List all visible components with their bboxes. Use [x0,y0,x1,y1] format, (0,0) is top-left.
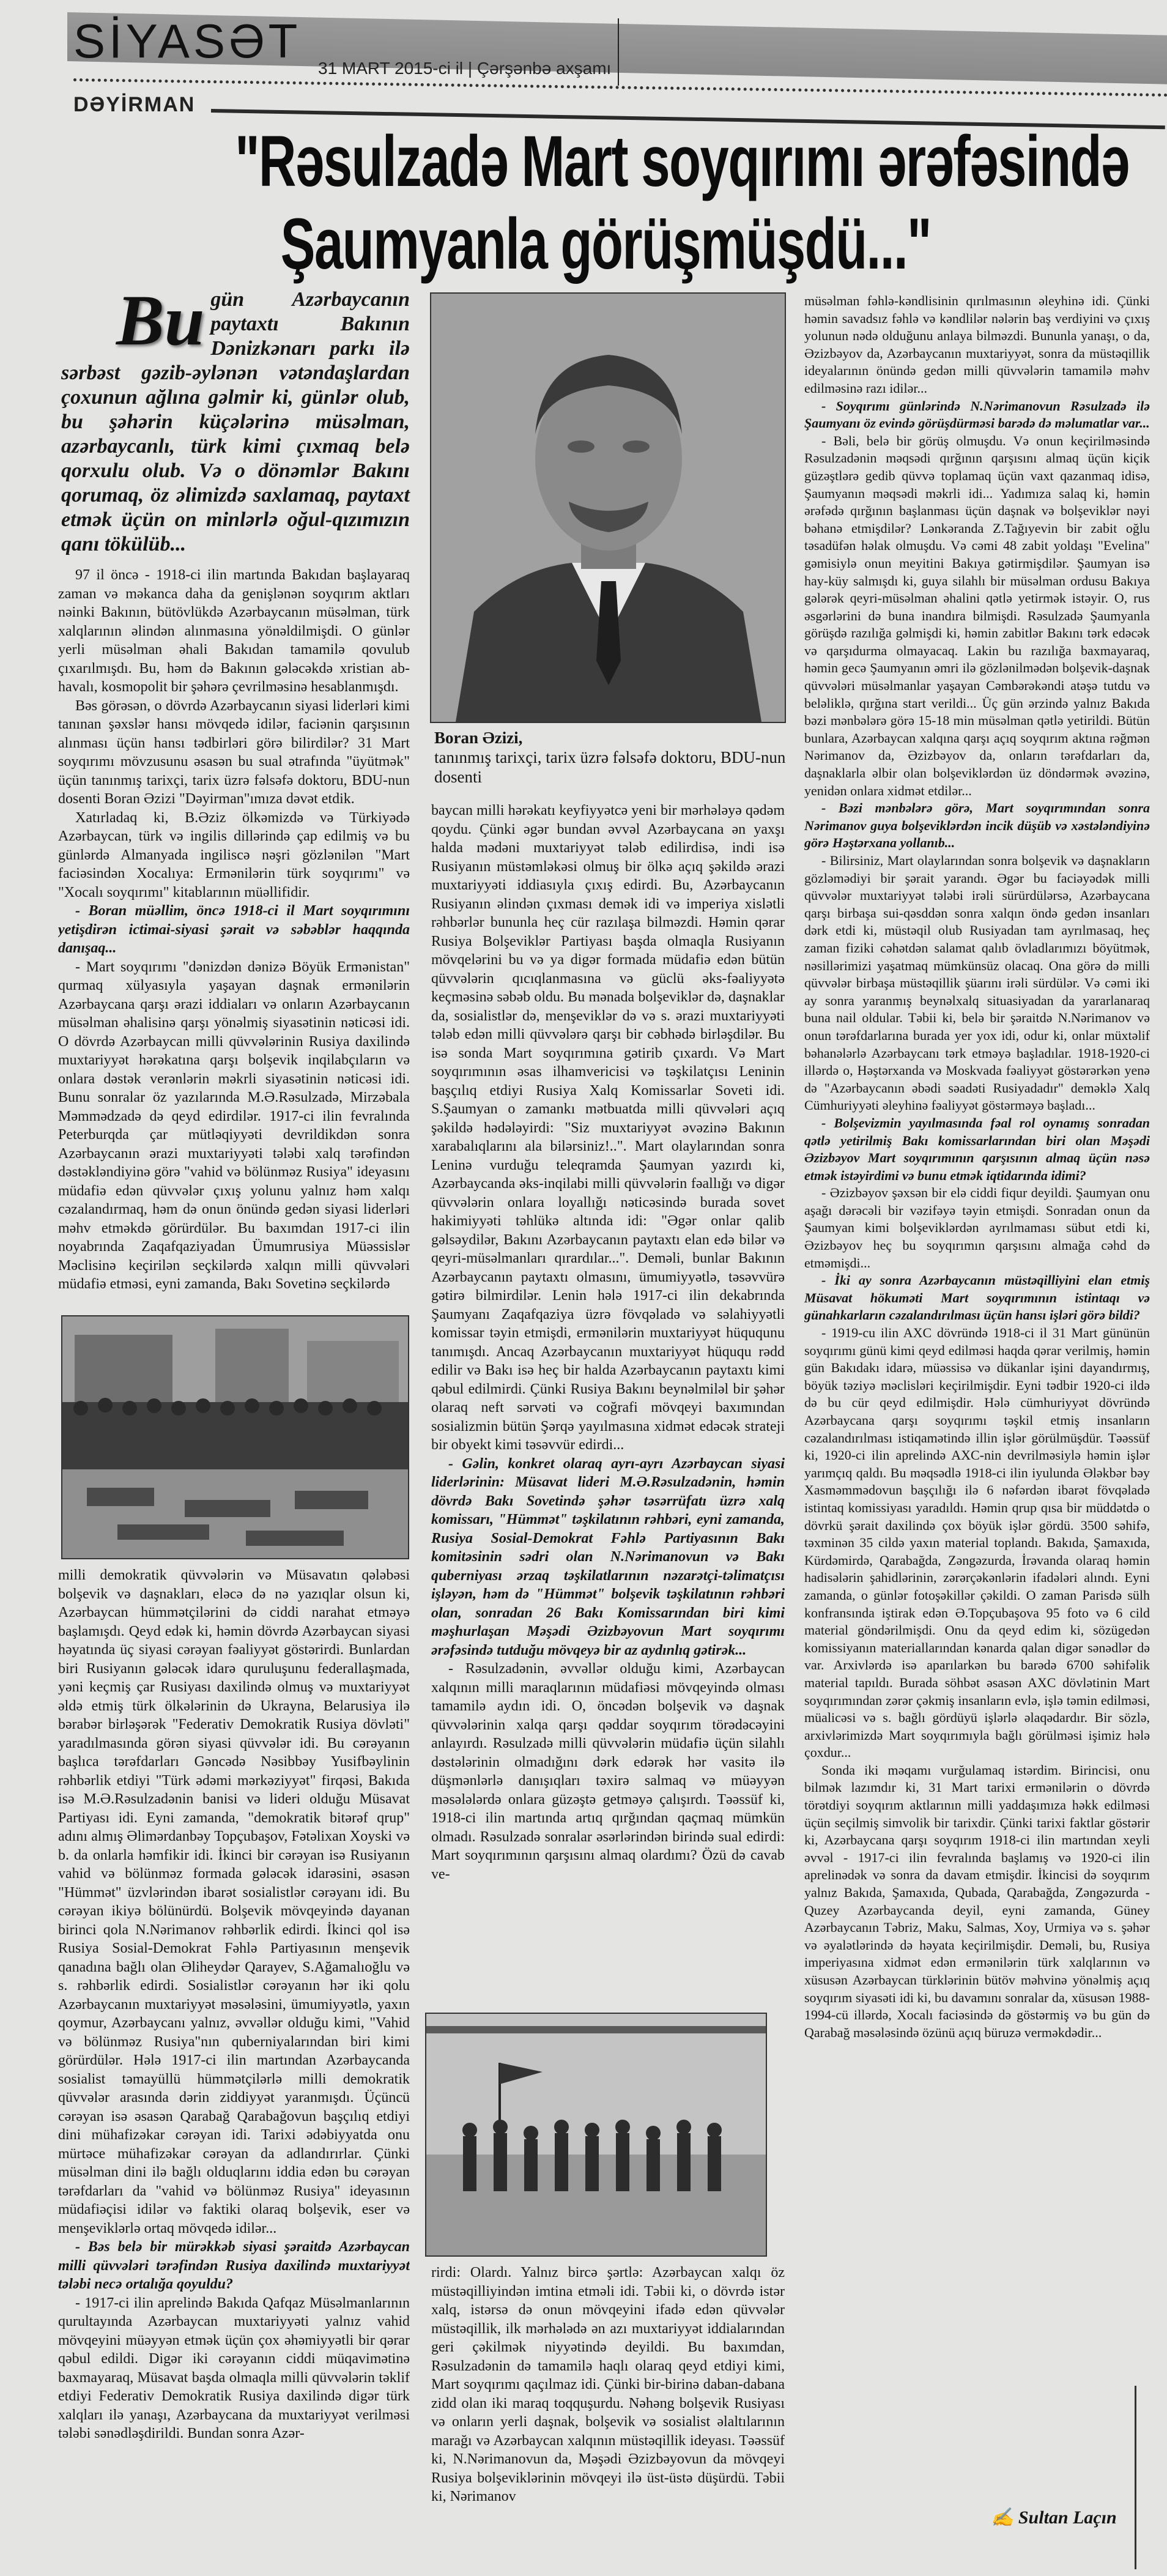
column-2-top [431,801,785,2003]
header-divider [618,18,619,86]
historical-photo-crowd [61,1315,409,1559]
column-2-bottom [431,2263,785,2563]
headline-line-1: "Rəsulzadə Mart soyqırımı ərəfəsində [235,121,1129,202]
paragraph: 97 il öncə - 1918-ci ilin martında Bakıdan başlayaraq zaman və məkanca daha da genişlənən soyqırım aktları nəinki Bakının, bütövlükdə Azərbaycanın müsəlman, türk xalqlarının əlindən alınmasına yönəldilmişdi. O günlər yerli müsəlman əhali Bakıdan tamamilə qovulub çıxarılmışdı. Bu, həm də Bakının gələcəkdə xristian ab-havalı, kosmopolit bir şəhərə çevrilməsinə hesablanmışdı. [58,567,410,695]
photo-caption [434,728,786,787]
column-1-bottom [58,1566,410,2563]
lead-paragraph [61,280,410,557]
dotted-rule [73,78,1167,97]
paragraph: - 1917-ci ilin aprelində Bakıda Qafqaz Müsəlmanlarının qurultayında Azərbaycan muxtariyyəti yalnız vahid mövqeyini müəyyən etmək üçün çox əhəmiyyətli bir qərar qəbul edildi. Digər iki cərəyanın ciddi müqavimətinə baxmayaraq, Müsavat başda olmaqla milli qüvvələrin təklif etdiyi Federativ Demokratik Rusiya daxilində digər türk xalqları ilə yanaşı, Azərbaycana da muxtariyyət verilməsi tələbi sənədləşdirildi. Bundan sonra Azər- [58,2295,410,2441]
paragraph: Sonda iki məqamı vurğulamaq istərdim. Birincisi, onu bilmək lazımdır ki, 31 Mart tarixi ermənilərin o dövrdə törətdiyi soyqırım aktlarının milli yaddaşımıza həkk edilməsi üçün seçilmiş simvolik bir tarixdir. Çünki tarixi faktlar göstərir ki, Azərbaycana qarşı soyqırım 1918-ci ilin martından xeyli əvvəl - 1917-ci ilin fevralında başlamış və 1920-ci ilin aprelinədək və sonra da davam etmişdir. İkincisi də soyqırım yalnız Bakıda, Şamaxıda, Qubada, Qarabağda, Zəngəzurda - Quzey Azərbaycanda deyil, eyni zamanda, Güney Azərbaycanın Təbriz, Maku, Salmas, Xoy, Urmiya və s. şəhər və əyalətlərində də həyata keçirilmişdir. Deməli, bu, Rusiya imperiyasına xidmət edən ermənilərin türk xalqlarının və xüsusən Azərbaycan türklərinin bütöv məhvinə yönəlmiş açıq soyqırım siyasəti idi ki, bu davamını sonralar da, xüsusən 1988-1994-cü illərdə, Xocalı faciəsində də göstərmiş və bu gün də Qarabağ məsələsində özünü açıq büruzə verməkdədir... [804,1762,1150,2040]
interview-question: - Bəs belə bir mürəkkəb siyasi şəraitdə Azərbaycan milli qüvvələri tərəfindən Rusiya daxilində muxtariyyət tələbi necə ortalığa qoyuldu? [58,2239,410,2292]
author-signature: ✍ Sultan Laçın [991,2507,1117,2528]
interview-question: - Boran müəllim, öncə 1918-ci il Mart soyqırımını yetişdirən ictimai-siyasi şərait və səbəblər haqqında danışaq... [58,903,410,956]
paragraph: rirdi: Olardı. Yalnız bircə şərtlə: Azərbaycan xalqı öz müstəqilliyindən imtina etməli idi. Təbii ki, o dövrdə istər xalq, istərsə də onun mövqeyini ifadə edən qüvvələr müstəqillik, ilk mərhələdə ən azı muxtariyyət iddialarından geri çəkilmək niyyətində deyildi. Bu baxımdan, Rəsulzadənin də tamamilə haqlı olaraq qeyd etdiyi kimi, Mart soyqırımı qaçılmaz idi. Çünki bir-birinə daban-dabana zidd olan iki maraq toqquşurdu. Nəhəng bolşevik Rusiyası və onların yerli daşnak, bolşevik və sosialist əlaltılarının marağı və Azərbaycan xalqının müstəqillik ideyası. Təəssüf ki, N.Nərimanovun da, Məşədi Əzizbəyovun da mövqeyi Rusiya bolşeviklərinin mövqeyi ilə üst-üstə düşürdü. Təbii ki, Nərimanov [431,2265,785,2504]
headline-line-2: Şaumyanla görüşmüşdü..." [280,204,931,284]
column-1-top [58,566,410,1309]
caption-role: tanınmış tarixçi, tarix üzrə fəlsəfə doktoru, BDU-nun dosenti [434,748,786,786]
column-3 [804,292,1150,2507]
pen-icon: ✍ [991,2507,1018,2528]
paragraph: - Bilirsiniz, Mart olaylarından sonra bolşevik və daşnakların gözləmədiyi bir şərait yarandı. Əgər bu faciəyədək milli qüvvələr muxtariyyət tələbi irəli sürürdülərsə, Azərbaycana qarşı birbaşa sui-qəsddən sonra xalqın öndə gedən insanları dərk etdi ki, müstəqil olub Rusiyadan tam ayrılmasaq, heç zaman fiziki cəhətdən salamat qalıb övladlarımızı böyütmək, nəsillərimizi yaşatmaq mümkünsüz olacaq. Ona görə də milli qüvvələr birbaşa müstəqillik şüarını irəli sürdülər. Və cəmi iki ay sonra yaranmış beynəlxalq situasiyadan da yararlanaraq buna nail oldular. Təbii ki, belə bir şəraitdə N.Nərimanov və onun tərəfdarlarına burada yer yox idi, odur ki, onlar müxtəlif bəhanələrlə Azərbaycanı tərk etməyə başladılar. 1918-1920-ci illərdə o, Həştərxanda və Moskvada fəaliyyət göstərərkən yenə də "Azərbaycanın əbədi səadəti Rusiyadadır" deməklə Xalq Cümhuriyyəti əleyhinə fəaliyyət göstərməyə başladı... [804,853,1150,1113]
paragraph: milli demokratik qüvvələrin və Müsavatın qələbəsi bolşevik və daşnakları, eləcə də nə yazıqlar olsun ki, Azərbaycan hümmətçilərini də ciddi narahat etməyə başlamışdı. Qeyd edək ki, həmin dövrdə Azərbaycan siyasi həyatında üç siyasi cərəyan fəaliyyət göstərirdi. Bunlardan biri Rusiyanın gələcək idarə quruluşunu federallaşmada, yəni keçmiş çar Rusiyası daxilində olmuş və muxtariyyət əldə etmiş türk ölkələrinin də Ukrayna, Belarusiya ilə bərabər birləşərək "Federativ Demokratik Rusiya dövləti" yaradılmasında görən siyasi qüvvələr idi. Bu cərəyanın başlıca tərəfdarları Gəncədə Nəsibbəy Yusifbəylinin rəhbərlik etdiyi "Türk ədəmi mərkəziyyət" firqəsi, Bakıda isə M.Ə.Rəsulzadənin banisi və lideri olduğu Müsavat Partiyası idi. Eyni zamanda, "demokratik bitərəf qrup" adını almış Əlimərdanbəy Topçubaşov, Fətəlixan Xoyski və b. da onlarla həmfikir idi. İkinci bir cərəyan isə Rusiyanın vahid və bölünməz formada gələcək idarəsini, əsasən "Hümmət" üzvlərindən ibarət sosialistlər cərəyanı idi. Bu cərəyan ikiyə bölünürdü. Bolşevik mövqeyində dayanan birinci qola N.Nərimanov rəhbərlik edirdi. İkinci qol isə Rusiya Sosial-Demokrat Fəhlə Partiyasının menşevik qanadına bağlı olan Əliheydər Qarayev, S.Ağamalıoğlu və s. rəhbərlik edirdi. Sosialistlər cərəyanın hər iki qolu Azərbaycanın muxtariyyət məsələsini, ümumiyyətlə, yaxın qoymur, Azərbaycanı yalnız, əvvəllər olduğu kimi, "Vahid və bölünməz Rusiya"nın quberniyalarından biri kimi görürdülər. Hələ 1917-ci ilin martından Azərbaycanda sosialist təmayüllü hümmətçilərlə milli demokratik qüvvələr arasında dərin ziddiyyət yaranmışdı. Üçüncü cərəyan isə əsasən Qarabağ Qarabağovun başçılıq etdiyi dini mühafizəkar cərəyan idi. Tarixi ədəbiyyatda onu mürtəce mühafizəkar cərəyan da adlandırırlar. Çünki müsəlman dini ilə bağlı olduqlarını iddia edən bu cərəyan tərəfdarları da "vahid və bölünməz Rusiya" ideyasının müdafiəçisi idilər və faktiki olaraq bolşevik, eser və menşeviklərlə ortaq mövqedə idilər... [58,1567,410,2236]
paragraph: - Əzizbəyov şəxsən bir elə ciddi fiqur deyildi. Şaumyan onu aşağı dərəcəli bir vəzifəyə təyin etmişdi. Sonradan onun da Şaumyan kimi bolşeviklərdən ayrılmaması sübut etdi ki, Əzizbəyov heç bu soyqırımın qarşısını almağa cəhd də etməmişdi... [804,1185,1150,1271]
historical-photo-march [425,2013,767,2257]
paragraph: - 1919-cu ilin AXC dövründə 1918-ci il 31 Mart gününün soyqırımı günü kimi qeyd edilməsi haqda qərar verilmiş, həmin gün Bakıdakı idarə, müəssisə və dükanlar işini dayandırmış, böyük təziyə məclisləri keçirilmişdir. Eyni tədbir 1920-ci ildə də bu cür qeyd edilmişdir. Hələ cümhuriyyət dövründə Azərbaycana qarşı soyqırımı təşkil etmiş insanların cəzalandırılması istiqamətində illin işlər görülmüşdür. Təəssüf ki, 1920-ci ilin aprelində AXC-nin devrilməsiylə həmin işlər yarımçıq qaldı. Bu məqsədlə 1918-ci ilin iyulunda Ələkbər bəy Xasməmmədovun başçılığı ilə 6 nəfərdən ibarət fövqəladə istintaq komissiyası yaradıldı. Həmin qrup qısa bir müddətdə o dövrkü şərait daxilində çox böyük işlər gördü. 3500 səhifə, təxminən 35 cildə yaxın material toplandı. Bakıda, Şamaxıda, Kürdəmirdə, Qarabağda, Zəngəzurda, İrəvanda olaraq həmin hadisələrin şahidlərinin, zərərçəkənlərin ifadələri alındı. Eyni zamanda, o günlər fotoşəkillər çəkildi. O zaman Parisdə sülh konfransında iştirak edən Ə.Topçubaşova 95 foto və 6 cild material göndərilmişdi. Onu da qeyd edim ki, sözügedən komissiyanın materiallarından kənarda qalan digər sənədlər də var. Arxivlərdə isə aparılarkən bu barədə 6700 səhifəlik material tapıldı. Burada söhbət əsasən AXC dövlətinin Mart soyqırımından zərər çəkmiş insanların evlə, işlə təmin edilməsi, müalicəsi və s. bağlı gördüyü işlərlə əlaqədardır. Bir sözlə, arxivlərimizdə Mart soyqırımıyla bağlı görülməsi işimiz hələ çoxdur... [804,1325,1150,1761]
interview-question: - Gəlin, konkret olaraq ayrı-ayrı Azərbaycan siyasi liderlərinin: Müsavat lideri M.Ə.Rəsulzadənin, həmin dövrdə Bakı Sovetində şəhər təsərrüfatı üzrə xalq komissarı, "Hümmət" təşkilatının rəhbəri, eyni zamanda, Rusiya Sosial-Demokrat Fəhlə Partiyasının Bakı komitəsinin sədri olan N.Nərimanovun və Bakı quberniyası ərzaq təşkilatlarının nəzarətçi-təlimatçısı işləyən, həm də "Hümmət" bolşevik təşkilatının rəhbəri olan, sonradan 26 Bakı Komissarından biri kimi məşhurlaşan Məşədi Əzizbəyovun Mart soyqırımı ərəfəsində tutduğu mövqeyə bir az aydınlıq gətirək... [431,1455,785,1658]
rubric-title: SİYASƏT [73,14,302,68]
lead-text: gün Azərbaycanın paytaxtı Bakının Dənizkənarı parkı ilə sərbəst gəzib-əylənən vətəndaşlardan çoxunun ağlına gəlmir ki, günlər olub, bu şəhərin küçələrinə müsəlman, azərbaycanlı, türk kimi çıxmaq belə qorxulu olub. Və o dönəmlər Bakını qorumaq, öz əlimizdə saxlamaq, paytaxt etmək üçün on minlərlə oğul-qızımızın qanı tökülüb... [61,288,410,555]
portrait-photo-boran-ezizi [430,292,786,723]
paragraph: - Rəsulzadənin, əvvəllər olduğu kimi, Azərbaycan xalqının milli maraqlarının müdafiəsi mövqeyində olması tamamilə aydın idi. O, öncədən bolşevik və daşnak qüvvələrinin xalqa qarşı qəddar soyqırım törədəcəyini anlayırdı. Rəsulzadə milli qüvvələrin müdafiə üçün silahlı dəstələrinin olmadığını dərk edərək hər vasitə ilə düşmənlərlə danışıqları təxirə salmaq və müəyyən məsələlərdə onlara güzəştə getməyə çalışırdı. Təəssüf ki, 1918-ci ilin martında artıq qırğından qaçmaq mümkün olmadı. Rəsulzadə sonralar əsərlərindən birində sual edirdi: Mart soyqırımının qarşısını almaq olardımı? Özü də cavab ve- [431,1661,785,1882]
interview-question: - İki ay sonra Azərbaycanın müstəqilliyini elan etmiş Müsavat hökuməti Mart soyqırımının istintaqı və günahkarların cəzalandırılması üçün hansı işləri görə bildi? [804,1272,1150,1323]
caption-name: Boran Əzizi, [434,729,523,747]
interview-question: - Bəzi mənbələrə görə, Mart soyqırımından sonra Nərimanov guya bolşeviklərdən incik düşüb və xəstələndiyinə görə Həştərxana yollanıb... [804,800,1150,851]
interview-question: - Bolşevizmin yayılmasında fəal rol oynamış sonradan qətlə yetirilmiş Bakı komissarlarından biri olan Məşədi Əzizbəyov Mart soyqırımının qarşısının almaq üçün nəsə etmək istəyirdimi və bunu etmək iqtidarında idimi? [804,1115,1150,1183]
column-rule [1135,2386,1136,2569]
paragraph: - Bəli, belə bir görüş olmuşdu. Və onun keçirilməsində Rəsulzadənin məqsədi qırğının qarşısını almaq üçün kiçik güzəştlərə gedib qüvvə toplamaq üçün vaxt qazanmaq idisə, Şaumyanın məqsədi məkrli idi... Yadımıza salaq ki, həmin ərəfədə qırğının başlanması üçün daşnak və bolşeviklər nəyi bəhanə etmişdilər? Lənkəranda Z.Tağıyevin bir zabit oğlu təsadüfən həlak olmuşdu. Və cəmi 48 zabit yoldaşı "Evelina" gəmisiylə onun meyitini Bakıya gətirmişdilər. Şaumyan isə hay-küy salmışdı ki, guya silahlı bir müsəlman ordusu Bakıya gələrək qeyri-müsəlman əhalini qətlə yetirmək istəyir. O, rus əsgərlərini də buna inandıra bilmişdi. Rəsulzadə Şaumyanla görüşdə razılığa gəlmişdi ki, həmin zabitlər Bakını tərk edəcək və qarşıdurma olmayacaq. Lakin bu razılığa baxmayaraq, həmin gecə Şaumyanın əmri ilə gözlənilmədən bolşevik-daşnak qüvvələri müsəlmanlar yaşayan Cəmbərəkəndi atəşə tutdu və beləliklə, qırğına start verildi... Üç gün ərzində yalnız Bakıda bəzi mənbələrə görə 15-18 min müsəlman qətlə yetirildi. Bütün bunlara, Azərbaycan xalqına qarşı açıq soyqırım aktına rəğmən Nərimanov da, Əzizbəyov da, onların tərəfdarları da, daşnaklarla əlbir olan bolşeviklərdən üz döndərmək əvəzinə, yenidən onlara xidmət etdilər... [804,432,1150,798]
paragraph: müsəlman fəhlə-kəndlisinin qırılmasının əleyhinə idi. Çünki həmin savadsız fəhlə və kəndlilər nələrin baş verdiyini və çıxış yolunun nədə olduğunu anlaya bilməzdi. Bununla yanaşı, o da, Əzizbəyov da, Azərbaycanın muxtariyyət, sonra da müstəqillik ideyalarının önündə gedən milli qüvvələrin tamamilə məhv edilməsinə razı idilər... [804,293,1150,396]
section-label: DƏYİRMAN [73,93,196,116]
paragraph: Bəs görəsən, o dövrdə Azərbaycanın siyasi liderləri kimi tanınan şəxslər hansı mövqedə idilər, faciənin qarşısının alınması üçün hansı tədbirləri görə bilirdilər? 31 Mart soyqırımı mövzusunu əsasən bu sual ətrafında "üyütmək" üçün tanınmış tarixçi, tarix üzrə fəlsəfə doktoru, BDU-nun dosenti Boran Əzizi "Dəyirman"ımıza dəvət etdik. [58,697,410,807]
paragraph: baycan milli hərəkatı keyfiyyətcə yeni bir mərhələyə qədəm qoydu. Çünki əgər bundan əvvəl Azərbaycana ən yaxşı halda mədəni muxtariyyət tələb edilirdisə, indi isə Rusiyanın müstəmləkəsi olmuş bir ölkə açıq şəkildə ərazi muxtariyyəti iddiasıyla çıxış edirdi. Bu, Azərbaycanın Rusiyanın əlindən çıxması demək idi və imperiya xislətli rəhbərlər bununla heç cür razılaşa bilməzdi. Həmin qərar Rusiya Bolşeviklər Partiyası başda olmaqla Rusiyanın mövqelərini bu və ya digər formada müdafiə edən bütün qüvvələrin qıcıqlanmasına və güclü əks-fəaliyyətə keçməsinə səbəb oldu. Bu mənada bolşeviklər də, daşnaklar da, sosialistlər də, menşeviklər də və s. ərazi muxtariyyəti tələb edən milli qüvvələrə qarşı bir cəbhədə birləşdilər. Bu isə sonda Mart soyqırımına gətirib çıxardı. Və Mart soyqırımının əsas ilhamvericisi və təşkilatçısı Leninin başçılıq etdiyi Rusiya Xalq Komissarlar Soveti idi. S.Şaumyan o zamankı mətbuatda milli qüvvələri açıq şəkildə hədələyirdi: "Siz muxtariyyət əvəzinə Bakının xarabalıqlarını ala bilərsiniz!..". Mart olaylarından sonra Leninə vurduğu teleqramda Şaumyan yazırdı ki, Azərbaycanda əks-inqilabi milli qüvvələrin fəallığı və digər qüvvələrin onlara loyallığı nəticəsində burada sovet hakimiyyəti təhlükə altında idi: "Əgər onlar qalib gəlsəydilər, Bakını Azərbaycanın paytaxtı elan edə bilər və qeyri-müsəlmanları qırardılar...". Deməli, bunlar Bakının Azərbaycanın paytaxtı olmasını, ümumiyyətlə, təsəvvürə gətirə bilmirdilər. Lenin hələ 1917-ci ilin dekabrında Şaumyanı Zaqafqaziya üzrə fövqəladə və səlahiyyətli komissar təyin etmişdi, ermənilərin muxtariyyət hüququnu tanımışdı. Ancaq Azərbaycanın muxtariyyət hüququ rədd edilir və Bakı isə heç bir halda Azərbaycanın paytaxtı kimi qəbul edilmirdi. Çünki Rusiya Bakını beynəlmiləl bir şəhər olaraq neft sərvəti və coğrafi mövqeyi baxımından sosializmin bütün Şərqə yayılmasına xidmət edəcək strateji bir obyekt kimi təsəvvür edirdi... [431,803,785,1453]
paragraph: Xatırladaq ki, B.Əziz ölkəmizdə və Türkiyədə Azərbaycan, türk və ingilis dillərində çap edilmiş və bu günlərdə Almanyada ingiliscə nəşri gözlənilən "Mart faciəsindən Xocalıya: Ermənilərin türk soyqırımı" və "Xocalı soyqırımı" kitablarının müəllifidir. [58,809,410,900]
drop-cap: Bu [116,280,205,360]
paragraph: - Mart soyqırımı "dənizdən dənizə Böyük Ermənistan" qurmaq xülyasıyla yaşayan daşnak ermənilərin Azərbaycana qarşı ərazi iddiaları və onların Azərbaycanın müsəlman əhalisinə qarşı yönəlmiş siyasətinin nəticəsi idi. O dövrdə Azərbaycan milli qüvvələrinin Rusiya daxilində muxtariyyət hərəkatına qarşı bolşevik inqilabçıların və onlara dəstək verənlərin məkrli siyasətinin nəticəsi idi. Bunu sonralar öz yazılarında M.Ə.Rəsulzadə, Mirzəbala Məmmədzadə də qeyd edirdilər. 1917-ci ilin fevralında Peterburqda çar mütləqiyyəti devrildikdən sonra Azərbaycanın ərazi muxtariyyəti tələbi xalq tərəfindən dəstəkləndiyinə görə "vahid və bölünməz Rusiya" ideyasını müdafiə edən qüvvələr çıxış yolunu yalnız həm xalqı cəzalandırmaq, həm də onun önündə gedən siyasi liderləri məhv etməkdə görürdülər. Bu baxımdan 1917-ci ilin noyabrında Zaqafqaziyadan Ümumrusiya Müəssislər Məclisinə keçirilən seçkilərdə xalqın milli qüvvələri müdafiə etməsi, eyni zamanda, Bakı Sovetinə seçkilərdə [58,959,410,1292]
interview-question: - Soyqırımı günlərində N.Nərimanovun Rəsulzadə ilə Şaumyanı öz evində görüşdürməsi barədə də məlumatlar var... [804,398,1150,431]
issue-date: 31 MART 2015-ci il | Çərşənbə axşamı [318,59,612,78]
